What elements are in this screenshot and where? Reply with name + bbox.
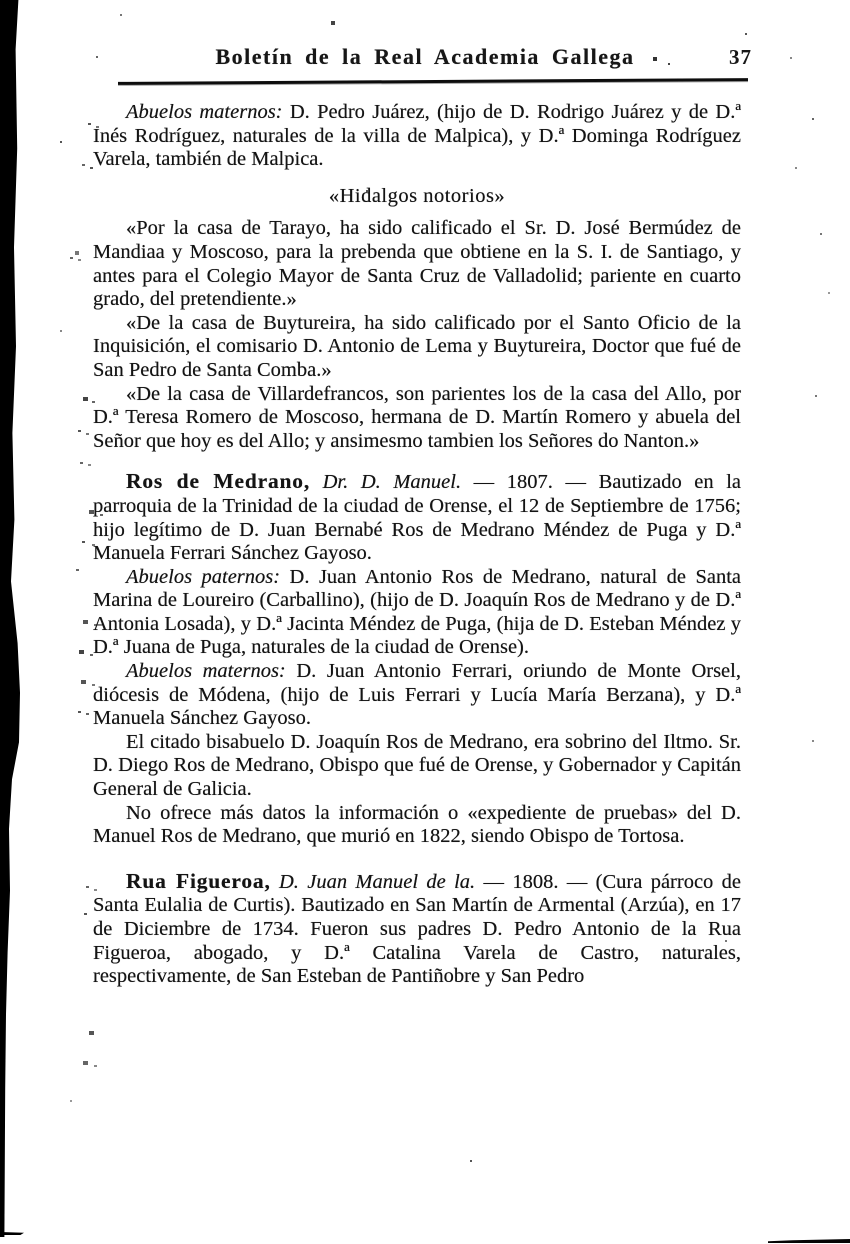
paragraph-lead-italic: Abuelos maternos: — [126, 660, 286, 683]
page-header — [0, 44, 850, 70]
paragraph-no-ofrece-mas-datos: No ofrece más datos la información o «expediente de pruebas» del D. Manuel Ros de Medrano, que murió en 1822, siendo Obispo de Tortosa. — [93, 801, 741, 848]
binding-shadow — [0, 0, 20, 1237]
page-bottom-scan-line — [768, 1239, 850, 1243]
entry-ros-de-medrano — [93, 470, 741, 565]
entry-title-italic: Dr. D. Manuel. — [310, 471, 462, 494]
entry-title-italic: D. Juan Manuel de la. — [270, 870, 476, 893]
paragraph-casa-de-villardefrancos: «De la casa de Villardefrancos, son parientes los de la casa del Allo, por D.ª Teresa Romero de Moscoso, hermana de D. Martín Romero y abuela del Señor que hoy es del Allo; y ansimesmo tambien los Señores do Nanton.» — [93, 382, 741, 452]
entry-name-bold: Rua Figueroa, — [126, 868, 271, 893]
paragraph-text: D. Pedro Juárez, (hijo de D. Rodrigo Juárez y de D.ª Inés Rodríguez, naturales de la villa de Malpica), y D.ª Dominga Rodríguez Varela, también de Malpica. — [93, 101, 741, 171]
paragraph-lead-italic: Abuelos paternos: — [126, 565, 281, 588]
margin-smudges — [0, 0, 3, 2]
entry-name-bold: Ros de Medrano, — [126, 469, 310, 494]
paragraph-casa-de-buytureira: «De la casa de Buytureira, ha sido calificado por el Santo Oficio de la Inquisición, el comisario D. Antonio de Lema y Buytureira, Doctor que fué de San Pedro de Santa Comba.» — [93, 311, 741, 381]
entry-text: — 1808. — (Cura párroco de Santa Eulalia de Curtis). Bautizado en San Martín de Armental (Arzúa), en 17 de Diciembre de 1734. Fueron sus padres D. Pedro Antonio de la Rua Figueroa, abogado, y D.ª Catalina Varela de Castro, naturales, respectivamente, de San Esteban de Pantiñobre y San Pedro — [93, 870, 741, 988]
page-body — [93, 101, 741, 989]
section-heading-hidalgos-notorios: «Hidalgos notorios» — [328, 184, 506, 207]
paragraph-casa-de-tarayo: «Por la casa de Tarayo, ha sido calificado el Sr. D. José Bermúdez de Mandiaa y Moscoso, para la prebenda que obtiene en la S. I. de Santiago, y antes para el Colegio Mayor de Santa Cruz de Valladolid; pariente en cuarto grado, del pretendiente.» — [93, 217, 741, 311]
header-rule — [118, 78, 748, 85]
paragraph-abuelos-paternos-medrano — [93, 566, 741, 660]
page-number: 37 — [729, 45, 752, 69]
paragraph-text: D. Juan Antonio Ferrari, oriundo de Monte Orsel, diócesis de Módena, (hijo de Luis Ferrari y Lucía María Berzana), y D.ª Manuela Sánchez Gayoso. — [93, 660, 741, 730]
paragraph-lead-italic: Abuelos maternos: — [126, 101, 283, 123]
entry-text: — 1807. — Bautizado en la parroquia de la Trinidad de la ciudad de Orense, el 12 de Septiembre de 1756; hijo legítimo de D. Juan Bernabé Ros de Medrano Méndez de Puga y D.ª Manuela Ferrari Sánchez Gayoso. — [93, 471, 742, 565]
paragraph-text: D. Juan Antonio Ros de Medrano, natural de Santa Marina de Loureiro (Carballino), (hijo de D. Joaquín Ros de Medrano y de D.ª Antonia Losada), y D.ª Jacinta Méndez de Puga, (hija de D. Esteban Méndez y D.ª Juana de Puga, naturales de la ciudad de Orense). — [93, 565, 741, 659]
paragraph-citado-bisabuelo: El citado bisabuelo D. Joaquín Ros de Medrano, era sobrino del Iltmo. Sr. D. Diego Ros de Medrano, Obispo que fué de Orense, y Gobernador y Capitán General de Galicia. — [93, 730, 741, 801]
entry-rua-figueroa — [93, 870, 741, 989]
paragraph-abuelos-maternos-juarez — [93, 101, 741, 172]
paragraph-abuelos-maternos-ferrari — [93, 660, 741, 731]
journal-title: Boletín de la Real Academia Gallega — [215, 44, 635, 69]
